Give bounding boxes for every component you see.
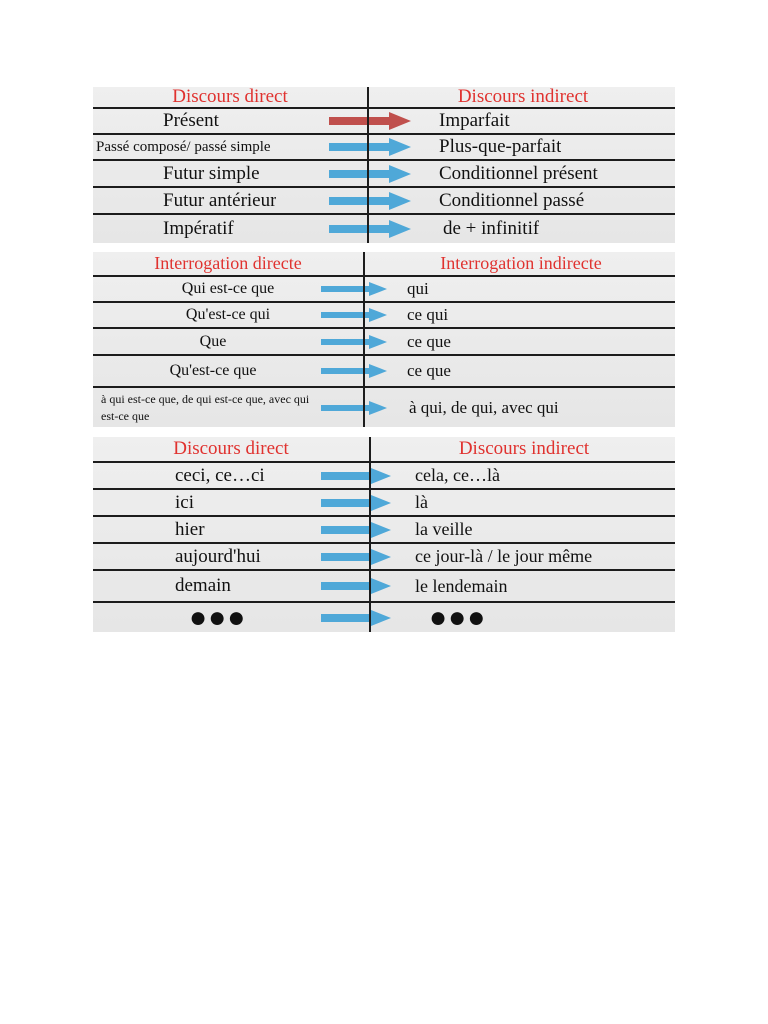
blue-arrow-icon (321, 610, 391, 626)
header-indirect: Interrogation indirecte (440, 253, 602, 273)
table-row (93, 571, 675, 603)
column-divider (363, 252, 365, 427)
row-indirect: Plus-que-parfait (439, 136, 562, 157)
column-divider (369, 437, 371, 632)
table-row (93, 109, 675, 135)
row-indirect: ce jour-là / le jour même (415, 546, 593, 566)
blue-arrow-icon (321, 468, 391, 484)
header-indirect: Discours indirect (458, 438, 590, 459)
table-header (93, 252, 675, 277)
blue-arrow-icon (329, 138, 411, 156)
ellipsis-dots-direct: ●●● (189, 603, 247, 632)
ellipsis-dots-indirect: ●●● (429, 603, 487, 632)
row-direct: Futur antérieur (163, 189, 277, 211)
table-row (93, 135, 675, 161)
row-direct: Qui est-ce que (181, 280, 275, 297)
row-direct: hier (175, 518, 205, 540)
table-row (93, 277, 675, 303)
header-direct: Interrogation directe (154, 253, 302, 273)
blue-arrow-icon (321, 522, 391, 538)
blue-arrow-icon (321, 495, 391, 511)
table-row (93, 517, 675, 544)
blue-arrow-icon (321, 578, 391, 594)
table-row (93, 188, 675, 215)
row-direct: ceci, ce…ci (175, 464, 265, 486)
red-arrow-icon (329, 112, 411, 130)
row-indirect: de + infinitif (443, 218, 540, 239)
row-indirect: ce que (407, 331, 451, 351)
tense-correspondence-table (93, 87, 675, 243)
table-row (93, 603, 675, 632)
table-row (93, 215, 675, 243)
row-direct: Présent (163, 110, 219, 131)
adverb-correspondence-table (93, 437, 675, 632)
header-indirect: Discours indirect (457, 87, 589, 107)
interrogation-table (93, 252, 675, 427)
header-direct: Discours direct (172, 87, 288, 107)
blue-arrow-icon (329, 220, 411, 238)
row-direct: Passé composé/ passé simple (96, 138, 271, 155)
blue-arrow-icon (321, 364, 387, 378)
blue-arrow-icon (321, 335, 387, 349)
table-row (93, 490, 675, 517)
header-direct: Discours direct (173, 438, 289, 459)
blue-arrow-icon (321, 282, 387, 296)
row-direct: Impératif (163, 218, 234, 239)
blue-arrow-icon (321, 308, 387, 322)
table-row (93, 329, 675, 356)
row-indirect: ce que (407, 361, 451, 380)
row-direct: ici (175, 491, 194, 513)
row-indirect: Conditionnel passé (439, 189, 585, 211)
row-direct: Qu'est-ce que (169, 362, 257, 379)
row-direct: Qu'est-ce qui (185, 306, 271, 323)
row-indirect: à qui, de qui, avec qui (409, 397, 559, 417)
table-row (93, 356, 675, 388)
row-direct: demain (175, 575, 231, 596)
row-indirect: ce qui (407, 305, 449, 324)
table-header (93, 87, 675, 109)
row-direct: Futur simple (163, 162, 260, 184)
column-divider (367, 87, 369, 243)
table-header (93, 437, 675, 463)
table-row (93, 303, 675, 329)
row-indirect: le lendemain (415, 575, 508, 596)
table-row (93, 463, 675, 490)
row-direct: aujourd'hui (175, 545, 261, 567)
table-row (93, 161, 675, 188)
row-direct: à qui est-ce que, de qui est-ce que, avec qui est-ce que (101, 392, 310, 423)
blue-arrow-icon (321, 401, 387, 415)
row-indirect: cela, ce…là (415, 465, 500, 485)
row-indirect: la veille (415, 519, 473, 539)
row-indirect: là (415, 492, 428, 512)
table-row (93, 388, 675, 427)
row-indirect: qui (407, 279, 429, 298)
blue-arrow-icon (321, 549, 391, 565)
blue-arrow-icon (329, 165, 411, 183)
blue-arrow-icon (329, 192, 411, 210)
row-direct: Que (199, 332, 227, 350)
row-indirect: Conditionnel présent (439, 162, 598, 184)
table-row (93, 544, 675, 571)
row-indirect: Imparfait (439, 110, 510, 131)
